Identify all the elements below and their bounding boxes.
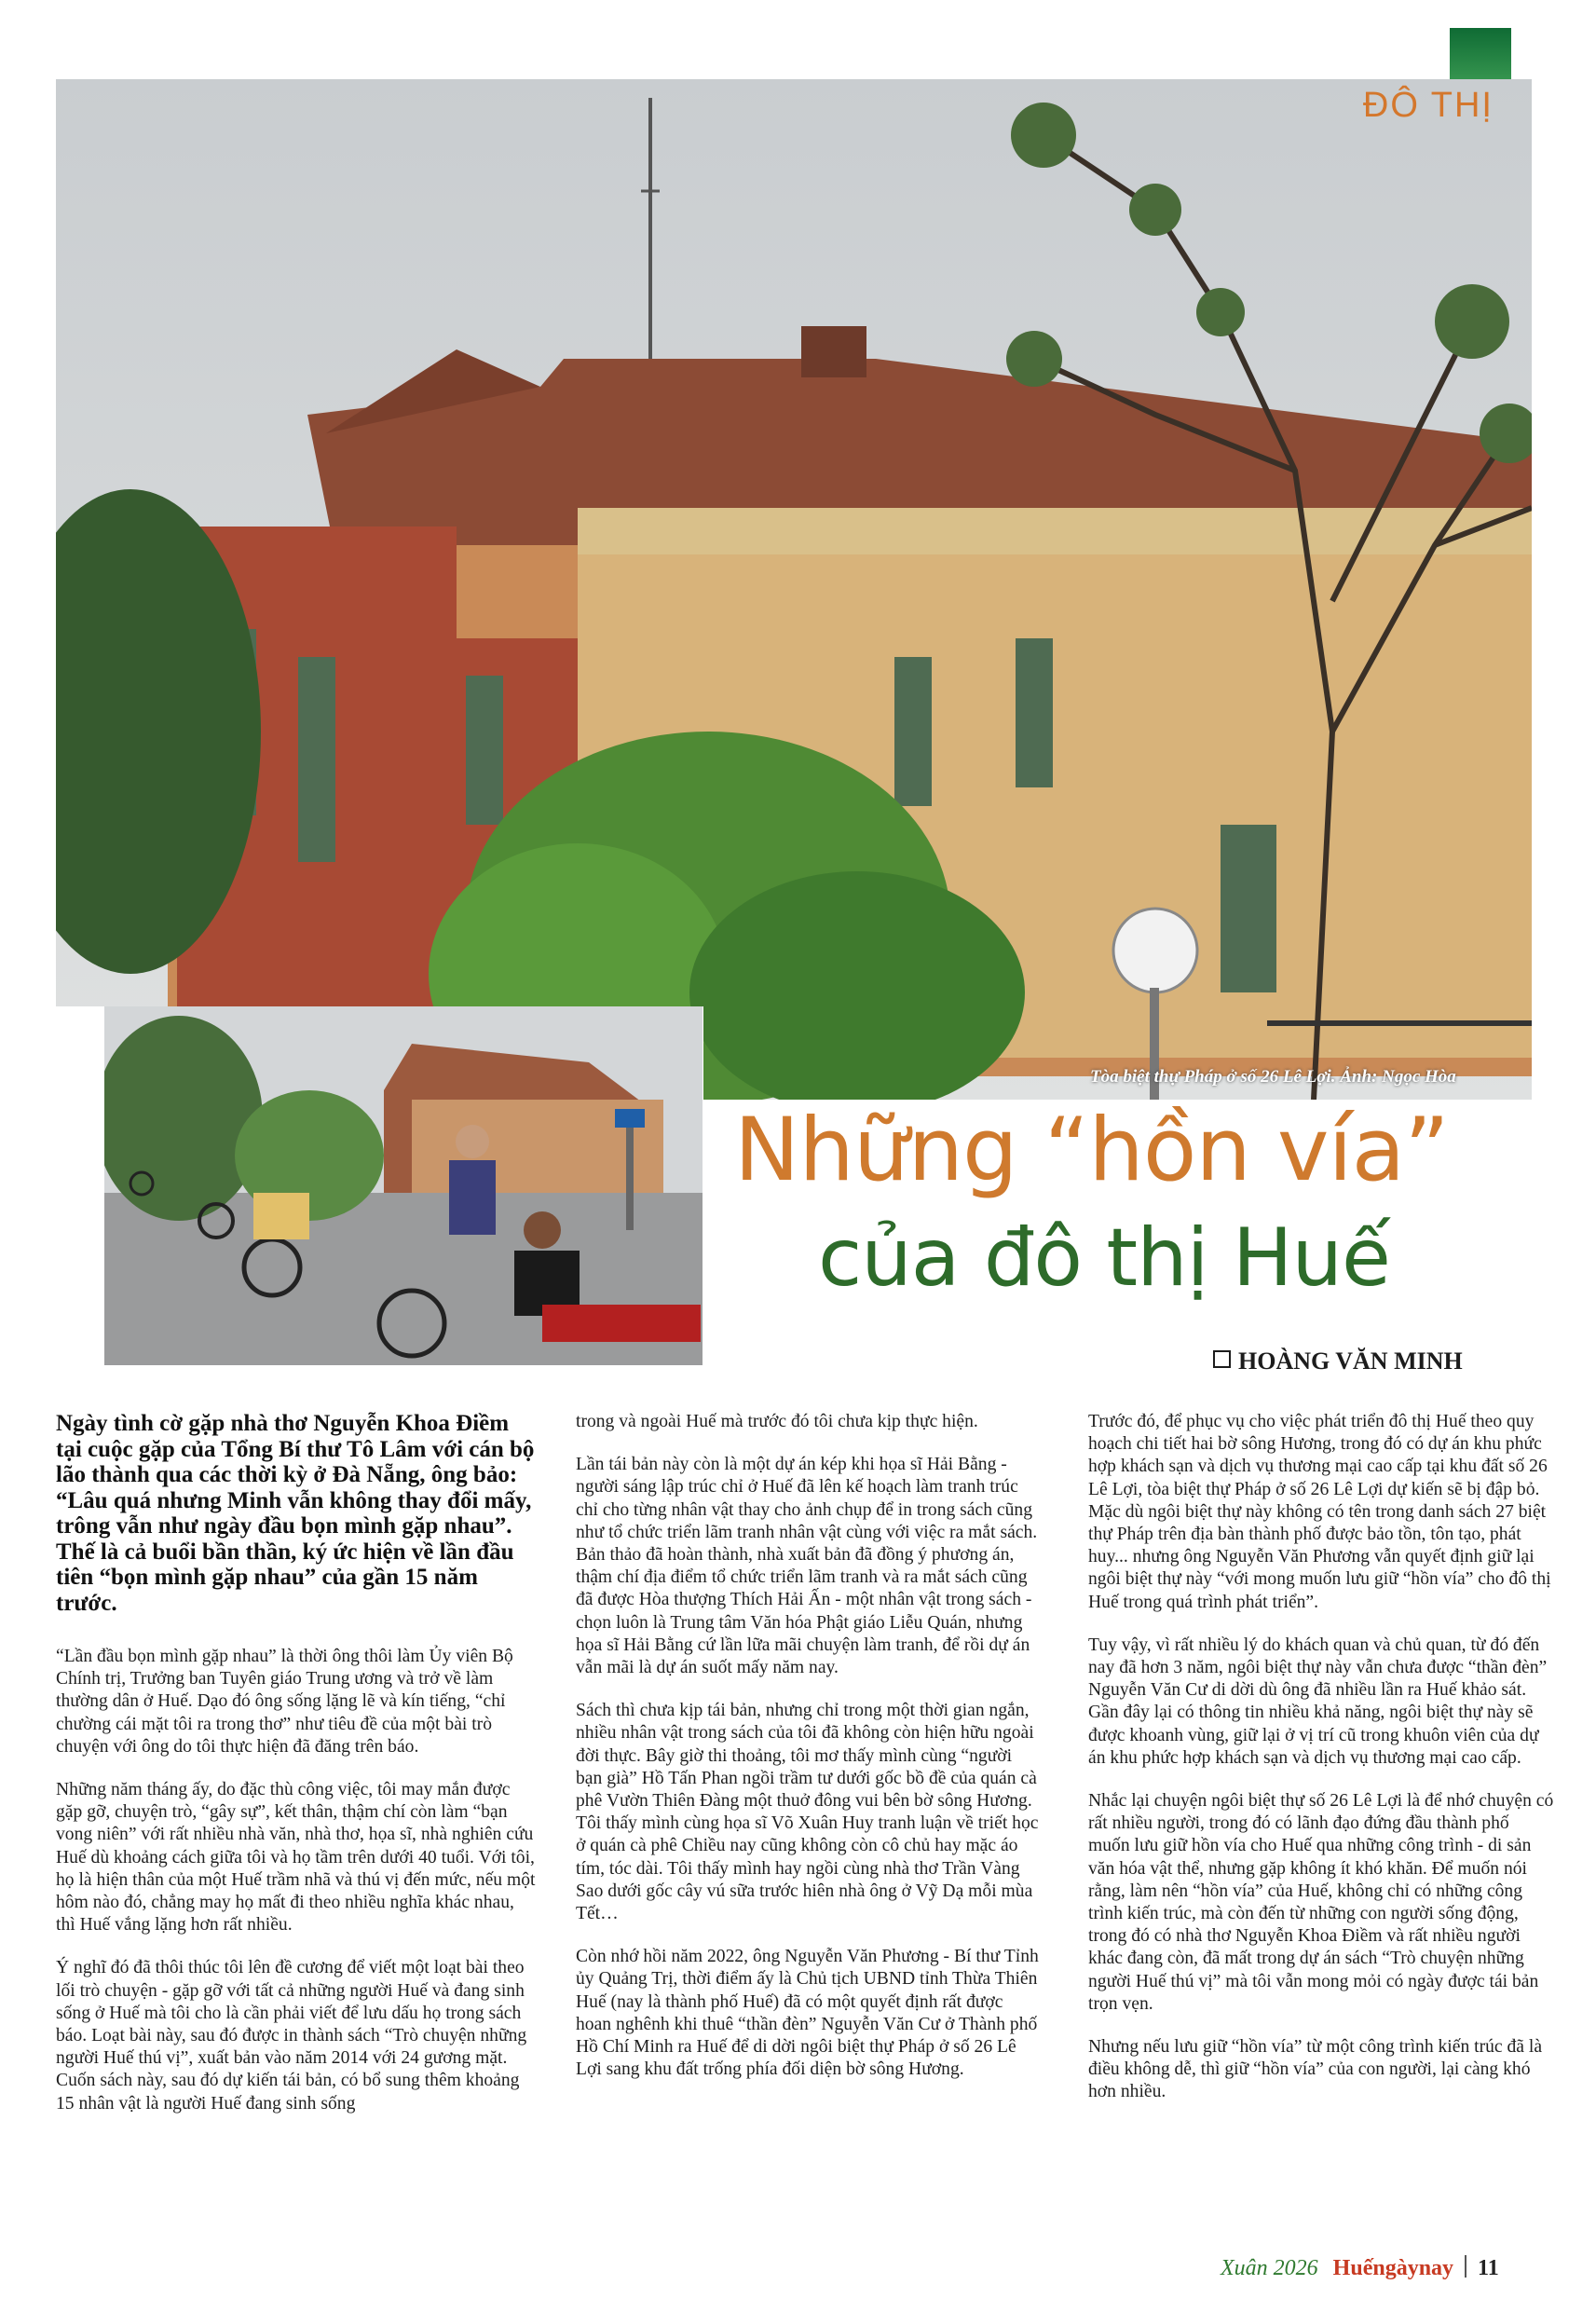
body-paragraph: Nhắc lại chuyện ngôi biệt thự số 26 Lê Lợi là để nhớ chuyện có rất nhiều người, trong đó có lãnh đạo đứng đầu thành phố muốn lưu giữ hồn vía cho Huế qua những công trình - di sản văn hóa vật thể, nhưng gặp không ít khó khăn. Để muốn nói rằng, làm nên “hồn vía” của Huế, không chỉ có những công trình kiến trúc, mà còn đến từ những con người sống động, trong đó có nhà thơ Nguyễn Khoa Điềm và rất nhiều người khác đang còn, đã mất trong dự án sách “Trò chuyện những người Huế thú vị” mà tôi vẫn mong mỏi có ngày được tái bản trọn vẹn. [1088, 1791, 1554, 2014]
body-paragraph: Sách thì chưa kịp tái bản, nhưng chỉ trong một thời gian ngắn, nhiều nhân vật trong sách của tôi đã không còn hiện hữu ngoài đời thực. Bây giờ thi thoảng, tôi mơ thấy mình cùng “người bạn già” Hồ Tấn Phan ngồi trầm tư dưới gốc bồ đề của quán cà phê Vườn Thiên Đàng một thuở đông vui bên bờ sông Hương. Tôi thấy mình cùng họa sĩ Võ Xuân Huy tranh luận về triết học ở quán cà phê Chiều nay cũng không còn cô chủ hay mặc áo tím, tóc dài. Tôi thấy mình hay ngồi cùng nhà thơ Trần Vàng Sao dưới gốc cây vú sữa trước hiên nhà ông ở Vỹ Dạ mỗi mùa Tết… [576, 1701, 1039, 1924]
cyclo-photo [104, 1006, 703, 1365]
body-paragraph: Những năm tháng ấy, do đặc thù công việc, tôi may mắn được gặp gỡ, chuyện trò, “gây sự”, kết thân, thậm chí còn làm “bạn vong niên” với rất nhiều nhà văn, nhà thơ, họa sĩ, nhà nghiên cứu Huế dù khoảng cách giữa tôi và họ tầm trên dưới 40 tuổi. Với tôi, họ là hiện thân của một Huế trầm nhã và thú vị đến mức, nếu một hôm nào đó, chẳng may họ mất đi theo nhiều nghĩa khác nhau, thì Huế vắng lặng hơn rất nhiều. [56, 1780, 536, 1936]
byline [1213, 1348, 1463, 1375]
page-footer [1221, 2255, 1499, 2281]
article-column-1 [56, 1411, 536, 2136]
body-paragraph: Nhưng nếu lưu giữ “hồn vía” từ một công trình kiến trúc đã là điều không dễ, thì giữ “hồn vía” của con người, lại càng khó hơn nhiều. [1088, 2037, 1543, 2102]
lede-paragraph: Ngày tình cờ gặp nhà thơ Nguyễn Khoa Điềm tại cuộc gặp của Tổng Bí thư Tô Lâm với cán bộ lão thành qua các thời kỳ ở Đà Nẵng, ông bảo: “Lâu quá nhưng Minh vẫn không thay đổi mấy, trông vẫn như ngày đầu bọn mình gặp nhau”. Thế là cả buổi bần thần, ký ức hiện về lần đầu tiên “bọn mình gặp nhau” của gần 15 năm trước. [56, 1411, 535, 1616]
magazine-logo: Huếngàynay [1332, 2256, 1454, 2280]
body-paragraph: “Lần đầu bọn mình gặp nhau” là thời ông thôi làm Ủy viên Bộ Chính trị, Trưởng ban Tuyên giáo Trung ương và trở về làm thường dân ở Huế. Dạo đó ông sống lặng lẽ và kín tiếng, “chỉ chường cái mặt tôi ra trong thơ” như tiêu đề của một bài trò chuyện với ông do tôi thực hiện đã đăng trên báo. [56, 1647, 513, 1757]
page-number: 11 [1478, 2256, 1499, 2280]
inset-photo-frame [56, 1006, 703, 1387]
article-column-2 [576, 1411, 1042, 2101]
body-paragraph: Còn nhớ hồi năm 2022, ông Nguyễn Văn Phương - Bí thư Tỉnh ủy Quảng Trị, thời điểm ấy là Chủ tịch UBND tỉnh Thừa Thiên Huế (nay là thành phố Huế) đã có một quyết định rất được hoan nghênh khi thuê “thần đèn” Nguyễn Văn Cư ở Thành phố Hồ Chí Minh ra Huế để di dời ngôi biệt thự Pháp ở số 26 Lê Lợi sang khu đất trống phía đối diện bờ sông Hương. [576, 1947, 1039, 2080]
section-label: ĐÔ THỊ [1362, 86, 1494, 125]
cyclo-photo-illustration [104, 1006, 703, 1365]
article-column-3 [1088, 1411, 1554, 2125]
author-name: HOÀNG VĂN MINH [1238, 1348, 1463, 1375]
body-paragraph: trong và ngoài Huế mà trước đó tôi chưa kịp thực hiện. [576, 1412, 978, 1431]
villa-photo-illustration [56, 79, 1532, 1100]
hero-photo [56, 79, 1532, 1100]
issue-label: Xuân 2026 [1221, 2256, 1318, 2280]
body-paragraph: Lần tái bản này còn là một dự án kép khi họa sĩ Hải Bằng - người sáng lập trúc chỉ ở Huế đã lên kế hoạch làm tranh trúc chỉ cho từng nhân vật thay cho ảnh chụp để in trong sách cũng như tổ chức triển lãm tranh nhân vật cùng với việc ra mắt sách. Bản thảo đã hoàn thành, nhà xuất bản đã đồng ý phương án, thậm chí địa điểm tổ chức triển lãm tranh và ra mắt sách cũng đã được Hòa thượng Thích Hải Ấn - một nhân vật trong sách - chọn luôn là Trung tâm Văn hóa Phật giáo Liễu Quán, nhưng họa sĩ Hải Bằng cứ lần lữa mãi chuyện làm tranh, để rồi dự án vẫn mãi là dự án suốt mấy năm nay. [576, 1455, 1038, 1678]
photo-caption: Tòa biệt thự Pháp ở số 26 Lê Lợi. Ảnh: Ngọc Hòa [1090, 1067, 1456, 1087]
body-paragraph: Tuy vậy, vì rất nhiều lý do khách quan và chủ quan, từ đó đến nay đã hơn 3 năm, ngôi biệt thự này vẫn chưa được “thần đèn” Nguyễn Văn Cư di dời dù ông đã nhiều lần ra Huế khảo sát. Gần đây lại có thông tin nhiều khả năng, ngôi biệt thự này sẽ được khoanh vùng, giữ lại ở vị trí cũ trong khuôn viên của dự án khu phức hợp khách sạn và dịch vụ thương mại cao cấp. [1088, 1635, 1548, 1768]
footer-divider [1465, 2255, 1466, 2278]
headline-line-2: của đô thị Huế [818, 1211, 1390, 1305]
headline-line-1: Những “hồn vía” [734, 1100, 1449, 1201]
body-paragraph: Trước đó, để phục vụ cho việc phát triển đô thị Huế theo quy hoạch chi tiết hai bờ sông Hương, trong đó có dự án khu phức hợp khách sạn và dịch vụ thương mại cao cấp tại khu đất số 26 Lê Lợi, tòa biệt thự Pháp ở số 26 Lê Lợi dự kiến sẽ bị đập bỏ. Mặc dù ngôi biệt thự này không có tên trong danh sách 27 biệt thự Pháp trên địa bàn thành phố được bảo tồn, tôn tạo, phát huy... nhưng ông Nguyễn Văn Phương vẫn quyết định giữ lại ngôi biệt thự này “với mong muốn lưu giữ “hồn vía” cho đô thị Huế trong quá trình phát triển”. [1088, 1412, 1551, 1612]
checkbox-bullet-icon [1213, 1350, 1231, 1368]
body-paragraph: Ý nghĩ đó đã thôi thúc tôi lên đề cương để viết một loạt bài theo lối trò chuyện - gặp gỡ với tất cả những người Huế và đang sinh sống ở Huế mà tôi cho là cần phải viết để lưu dấu họ trong sách báo. Loạt bài này, sau đó được in thành sách “Trò chuyện những người Huế thú vị”, xuất bản vào năm 2014 với 24 gương mặt. Cuốn sách này, sau đó dự kiến tái bản, có bổ sung thêm khoảng 15 nhân vật là người Huế đang sinh sống [56, 1958, 527, 2114]
